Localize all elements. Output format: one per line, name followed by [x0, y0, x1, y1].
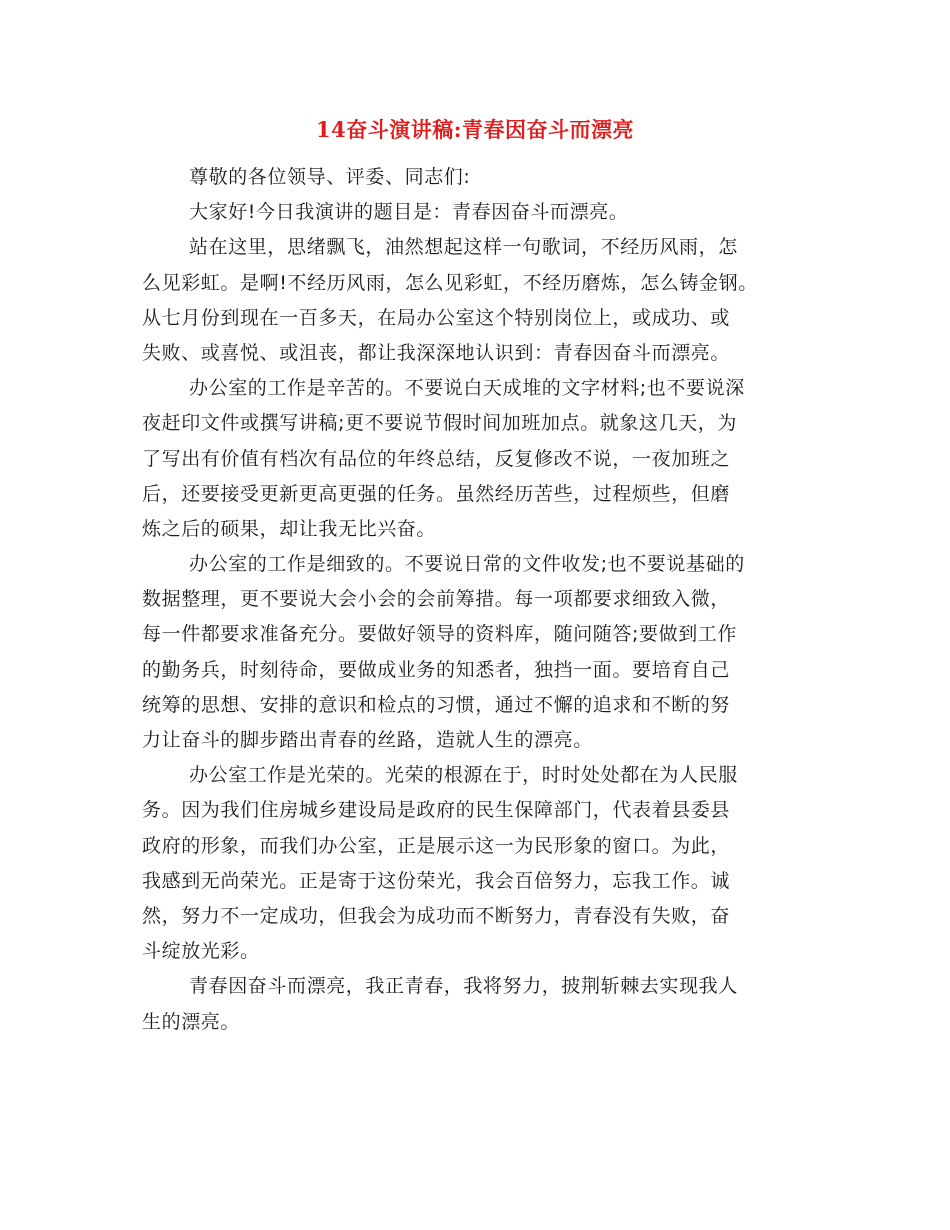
text-line: 了写出有价值有档次有品位的年终总结，反复修改不说，一夜加班之	[142, 447, 731, 470]
text-line: 青春因奋斗而漂亮，我正青春，我将努力，披荆斩棘去实现我人	[189, 975, 738, 998]
text-line: 统筹的思想、安排的意识和检点的习惯，通过不懈的追求和不断的努	[142, 693, 731, 716]
text-line: 后，还要接受更新更高更强的任务。虽然经历苦些，过程烦些，但磨	[142, 482, 731, 505]
speech-body	[142, 160, 822, 1040]
text-line: 站在这里，思绪飘飞，油然想起这样一句歌词，不经历风雨，怎	[189, 236, 738, 259]
text-line: 然，努力不一定成功，但我会为成功而不断努力，青春没有失败，奋	[142, 904, 731, 927]
text-line: 我感到无尚荣光。正是寄于这份荣光，我会百倍努力，忘我工作。诚	[142, 869, 731, 892]
text-line: 炼之后的硕果，却让我无比兴奋。	[142, 517, 437, 540]
text-line: 每一件都要求准备充分。要做好领导的资料库，随问随答;要做到工作	[142, 623, 738, 646]
text-line: 办公室的工作是细致的。不要说日常的文件收发;也不要说基础的	[189, 553, 745, 576]
text-line: 力让奋斗的脚步踏出青春的丝路，造就人生的漂亮。	[142, 729, 593, 751]
text-line: 办公室的工作是辛苦的。不要说白天成堆的文字材料;也不要说深	[189, 377, 745, 400]
text-line: 政府的形象，而我们办公室，正是展示这一为民形象的窗口。为此，	[142, 834, 731, 857]
text-line-greeting: 大家好!今日我演讲的题目是：青春因奋斗而漂亮。	[189, 201, 629, 224]
text-line: 办公室工作是光荣的。光荣的根源在于，时时处处都在为人民服	[189, 764, 738, 787]
text-line: 的勤务兵，时刻待命，要做成业务的知悉者，独挡一面。要培育自己	[142, 658, 731, 681]
text-line: 务。因为我们住房城乡建设局是政府的民生保障部门，代表着县委县	[142, 799, 731, 822]
text-line: 数据整理，更不要说大会小会的会前筹措。每一项都要求细致入微，	[142, 588, 731, 611]
text-line: 从七月份到现在一百多天，在局办公室这个特别岗位上，或成功、或	[142, 306, 731, 329]
text-line: 么见彩虹。是啊!不经历风雨，怎么见彩虹，不经历磨炼，怎么铸金钢。	[142, 271, 758, 294]
text-line: 失败、或喜悦、或沮丧，都让我深深地认识到：青春因奋斗而漂亮。	[142, 341, 731, 364]
text-line: 斗绽放光彩。	[142, 940, 260, 963]
text-line: 生的漂亮。	[142, 1010, 241, 1033]
document-title: 14奋斗演讲稿:青春因奋斗而漂亮	[316, 117, 634, 142]
text-line: 夜赶印文件或撰写讲稿;更不要说节假时间加班加点。就象这几天，为	[142, 412, 738, 435]
text-line-salutation: 尊敬的各位领导、评委、同志们:	[189, 166, 471, 188]
